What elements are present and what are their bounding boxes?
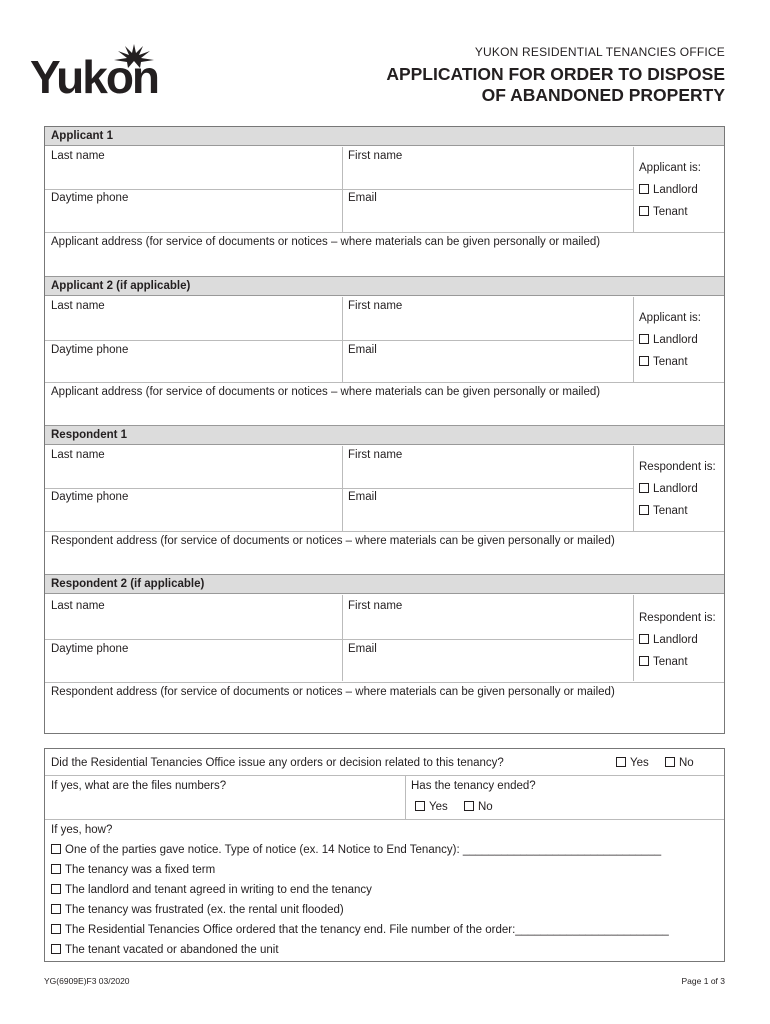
role-group: [639, 157, 725, 223]
last-name-field[interactable]: Last name: [51, 300, 105, 312]
divider: [45, 639, 633, 640]
end-option-4-checkbox[interactable]: [51, 904, 61, 914]
ended-yes-checkbox[interactable]: [415, 801, 425, 811]
end-option-5-label: The Residential Tenancies Office ordered that the tenancy end. File number of the order:________________________: [65, 924, 669, 936]
landlord-checkbox[interactable]: [639, 184, 649, 194]
ended-no-checkbox[interactable]: [464, 801, 474, 811]
ended-no-label: No: [478, 801, 493, 813]
tenant-label: Tenant: [653, 505, 688, 517]
role-group: [639, 607, 725, 673]
phone-field[interactable]: Daytime phone: [51, 643, 129, 655]
landlord-checkbox[interactable]: [639, 334, 649, 344]
end-option-4[interactable]: [51, 904, 344, 916]
phone-field[interactable]: Daytime phone: [51, 192, 129, 204]
end-option-2[interactable]: [51, 864, 215, 876]
tenant-checkbox[interactable]: [639, 206, 649, 216]
role-group: [639, 456, 725, 522]
end-option-1[interactable]: [51, 844, 661, 856]
landlord-label: Landlord: [653, 334, 698, 346]
landlord-label: Landlord: [653, 184, 698, 196]
party-section-2: [45, 276, 724, 427]
divider: [633, 595, 634, 681]
title-line-1: APPLICATION FOR ORDER TO DISPOSE: [386, 64, 725, 84]
divider: [45, 488, 633, 489]
office-name: YUKON RESIDENTIAL TENANCIES OFFICE: [474, 45, 725, 59]
end-option-3-label: The landlord and tenant agreed in writing to end the tenancy: [65, 884, 372, 896]
orders-question: Did the Residential Tenancies Office issue any orders or decision related to this tenancy?: [51, 757, 504, 769]
end-option-5-checkbox[interactable]: [51, 924, 61, 934]
divider: [633, 147, 634, 232]
end-option-6[interactable]: [51, 944, 279, 956]
title-line-2: OF ABANDONED PROPERTY: [481, 85, 725, 105]
role-label: Applicant is:: [639, 162, 702, 174]
divider: [45, 189, 633, 190]
end-option-3-checkbox[interactable]: [51, 884, 61, 894]
email-field[interactable]: Email: [348, 643, 377, 655]
landlord-checkbox[interactable]: [639, 634, 649, 644]
divider: [342, 595, 343, 681]
landlord-option[interactable]: [639, 629, 725, 651]
last-name-field[interactable]: Last name: [51, 600, 105, 612]
yukon-logo: [30, 44, 170, 104]
first-name-field[interactable]: First name: [348, 150, 403, 162]
party-section-1: [45, 127, 724, 277]
role-label: Applicant is:: [639, 312, 702, 324]
first-name-field[interactable]: First name: [348, 300, 403, 312]
orders-no-checkbox[interactable]: [665, 757, 675, 767]
end-option-4-label: The tenancy was frustrated (ex. the rental unit flooded): [65, 904, 344, 916]
logo-text: Yukon: [30, 51, 159, 103]
email-field[interactable]: Email: [348, 192, 377, 204]
end-option-2-checkbox[interactable]: [51, 864, 61, 874]
ended-yes-option[interactable]: [415, 801, 448, 813]
last-name-field[interactable]: Last name: [51, 150, 105, 162]
end-option-6-checkbox[interactable]: [51, 944, 61, 954]
section-title: Respondent 1: [45, 426, 724, 445]
divider: [45, 340, 633, 341]
phone-field[interactable]: Daytime phone: [51, 344, 129, 356]
divider: [342, 147, 343, 232]
tenant-label: Tenant: [653, 356, 688, 368]
last-name-field[interactable]: Last name: [51, 449, 105, 461]
role-label: Respondent is:: [639, 461, 716, 473]
divider: [405, 775, 406, 819]
form-code: YG(6909E)F3 03/2020: [44, 976, 130, 986]
landlord-option[interactable]: [639, 478, 725, 500]
end-option-3[interactable]: [51, 884, 372, 896]
landlord-label: Landlord: [653, 483, 698, 495]
end-option-1-checkbox[interactable]: [51, 844, 61, 854]
how-question: If yes, how?: [51, 824, 113, 836]
divider: [633, 446, 634, 531]
end-option-1-label: One of the parties gave notice. Type of notice (ex. 14 Notice to End Tenancy): _______________________________: [65, 844, 662, 856]
end-option-2-label: The tenancy was a fixed term: [65, 864, 216, 876]
role-group: [639, 307, 725, 373]
form-title: [386, 64, 725, 106]
party-section-4: [45, 574, 724, 725]
first-name-field[interactable]: First name: [348, 449, 403, 461]
orders-no-option[interactable]: [665, 757, 694, 769]
divider: [342, 297, 343, 382]
address-field[interactable]: Applicant address (for service of documents or notices – where materials can be given personally or mailed): [51, 386, 601, 398]
end-option-5[interactable]: [51, 924, 669, 936]
tenant-option[interactable]: [639, 201, 725, 223]
first-name-field[interactable]: First name: [348, 600, 403, 612]
tenant-option[interactable]: [639, 500, 725, 522]
ended-no-option[interactable]: [464, 801, 493, 813]
role-label: Respondent is:: [639, 612, 716, 624]
email-field[interactable]: Email: [348, 491, 377, 503]
tenant-label: Tenant: [653, 206, 688, 218]
tenant-checkbox[interactable]: [639, 505, 649, 515]
party-section-3: [45, 425, 724, 576]
phone-field[interactable]: Daytime phone: [51, 491, 129, 503]
tenant-option[interactable]: [639, 351, 725, 373]
landlord-checkbox[interactable]: [639, 483, 649, 493]
orders-yes-option[interactable]: [616, 757, 649, 769]
section-title: Applicant 2 (if applicable): [45, 277, 724, 296]
landlord-label: Landlord: [653, 634, 698, 646]
landlord-option[interactable]: [639, 179, 725, 201]
divider: [633, 297, 634, 382]
divider: [45, 819, 724, 820]
ended-question: Has the tenancy ended?: [411, 780, 536, 792]
divider: [45, 775, 724, 776]
address-field[interactable]: Respondent address (for service of documents or notices – where materials can be given personally or mailed): [51, 686, 615, 698]
address-field[interactable]: Respondent address (for service of documents or notices – where materials can be given personally or mailed): [51, 535, 615, 547]
landlord-option[interactable]: [639, 329, 725, 351]
divider: [342, 446, 343, 531]
tenant-label: Tenant: [653, 656, 688, 668]
tenancy-box: [44, 748, 725, 962]
orders-yes-label: Yes: [630, 757, 649, 769]
section-title: Respondent 2 (if applicable): [45, 575, 724, 594]
parties-box: [44, 126, 725, 734]
orders-yes-checkbox[interactable]: [616, 757, 626, 767]
tenant-checkbox[interactable]: [639, 656, 649, 666]
email-field[interactable]: Email: [348, 344, 377, 356]
tenant-option[interactable]: [639, 651, 725, 673]
address-field[interactable]: Applicant address (for service of documents or notices – where materials can be given personally or mailed): [51, 236, 601, 248]
orders-no-label: No: [679, 757, 694, 769]
section-title: Applicant 1: [45, 127, 724, 146]
page-number: Page 1 of 3: [681, 976, 725, 986]
files-question[interactable]: If yes, what are the files numbers?: [51, 780, 227, 792]
tenant-checkbox[interactable]: [639, 356, 649, 366]
ended-yes-label: Yes: [429, 801, 448, 813]
end-option-6-label: The tenant vacated or abandoned the unit: [65, 944, 279, 956]
